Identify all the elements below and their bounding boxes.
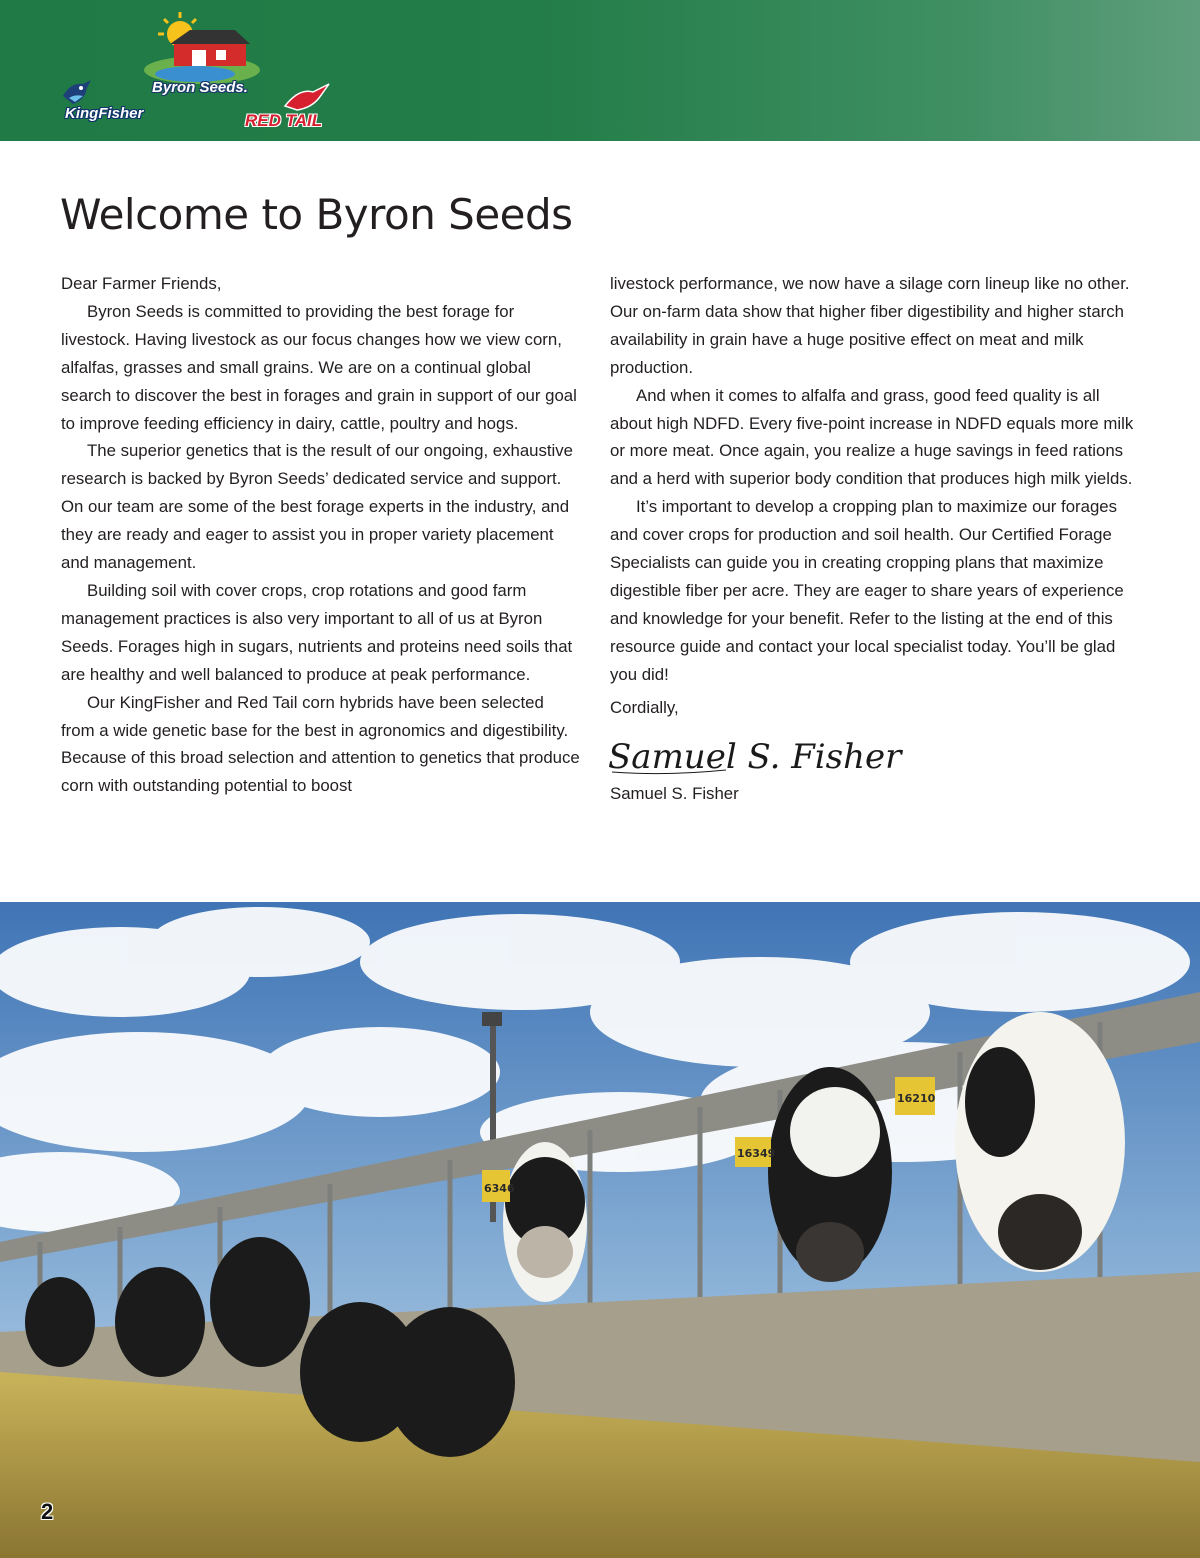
letter-column-right — [610, 270, 1140, 807]
kingfisher-wordmark: KingFisher — [65, 105, 144, 122]
letter-salutation: Dear Farmer Friends, — [61, 274, 222, 293]
redtail-hawk-icon — [283, 82, 331, 112]
dairy-cows-photo — [0, 902, 1200, 1558]
barn-sun-emblem — [140, 8, 270, 88]
ear-tag-number: 6346 — [484, 1182, 515, 1195]
redtail-wordmark: RED TAIL — [245, 111, 323, 130]
signer-name: Samuel S. Fisher — [610, 783, 739, 803]
letter-paragraph: Our KingFisher and Red Tail corn hybrids have been selected from a wide genetic base for the best in agronomics and digestibility. Because of this broad selection and attention to genetics that produce corn with outstanding potential to boost — [61, 692, 580, 796]
letter-paragraph: Byron Seeds is committed to providing the best forage for livestock. Having livestock as our focus changes how we view corn, alfalfas, grasses and small grains. We are on a continual global search to discover the best in forages and grain in support of our goal to improve feeding efficiency in dairy, cattle, poultry and hogs. — [61, 301, 577, 433]
letter-paragraph: And when it comes to alfalfa and grass, good feed quality is all about high NDFD. Every five-point increase in NDFD equals more milk or more meat. Once again, you realize a huge savings in feed rations and a herd with superior body condition that produces high milk yields. — [610, 385, 1134, 489]
letter-paragraph: The superior genetics that is the result of our ongoing, exhaustive research is backed by Byron Seeds’ dedicated service and support. On our team are some of the best forage experts in the industry, and they are ready and eager to assist you in proper variety placement and management. — [61, 441, 574, 573]
signature-script: Samuel S. Fisher — [608, 736, 902, 777]
letter-paragraph: Building soil with cover crops, crop rotations and good farm management practices is also very important to all of us at Byron Seeds. Forages high in sugars, nutrients and proteins need soils that are healthy and well balanced to produce at peak performance. — [61, 580, 573, 684]
ear-tag-number: 16210 — [897, 1092, 936, 1105]
byron-seeds-wordmark: Byron Seeds. — [152, 79, 248, 96]
letter-paragraph: livestock performance, we now have a silage corn lineup like no other. Our on-farm data show that higher fiber digestibility and higher starch availability in grain have a huge positive effect on meat and milk production. — [610, 274, 1130, 377]
handwritten-signature — [606, 732, 902, 780]
letter-closing: Cordially, — [610, 697, 679, 717]
page-number: 2 — [41, 1499, 54, 1524]
letter-column-left — [61, 270, 581, 800]
brand-logos — [55, 8, 355, 136]
page-title: Welcome to Byron Seeds — [60, 190, 573, 239]
letter-paragraph: It’s important to develop a cropping plan to maximize our forages and cover crops for production and soil health. Our Certified Forage Specialists can guide you in creating cropping plans that maximize digestible fiber per acre. They are eager to share years of experience and knowledge for your benefit. Refer to the listing at the end of this resource guide and contact your local specialist today. You’ll be glad you did! — [610, 497, 1124, 684]
byron-seeds-logo — [140, 8, 270, 113]
ear-tag-number: 16349 — [737, 1147, 776, 1160]
cows-feeding-illustration — [0, 902, 1200, 1558]
kingfisher-bird-icon — [61, 78, 93, 108]
